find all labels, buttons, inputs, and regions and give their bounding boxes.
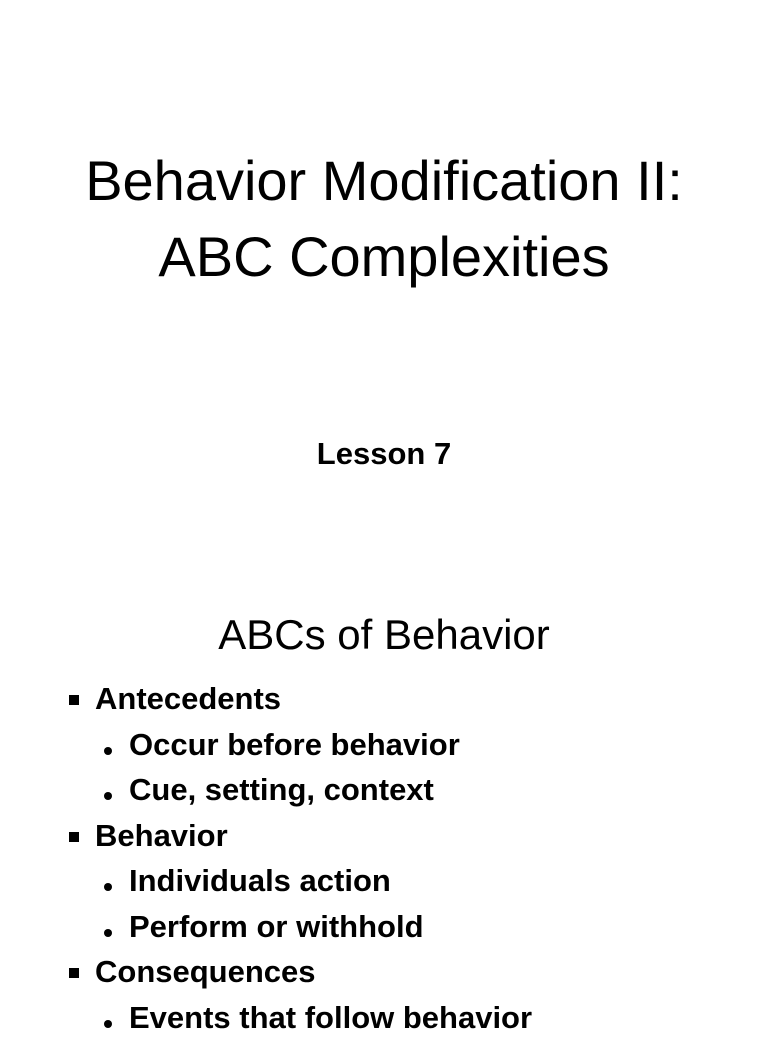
dot-bullet-icon	[104, 792, 112, 800]
list-item-text: Cue, setting, context	[129, 772, 434, 807]
slide-subtitle: Lesson 7	[0, 436, 768, 472]
slide-heading: ABCs of Behavior	[0, 610, 768, 660]
list-item-occur-before	[0, 722, 768, 768]
slide-title-line-1: Behavior Modification II:	[0, 143, 768, 219]
square-bullet-icon	[69, 695, 79, 705]
list-item-cue-setting	[0, 767, 768, 813]
list-item-behavior	[0, 813, 768, 859]
list-item-text: Perform or withhold	[129, 909, 424, 944]
list-item-text: Occur before behavior	[129, 727, 460, 762]
list-item-text: Antecedents	[95, 681, 281, 716]
dot-bullet-icon	[104, 747, 112, 755]
square-bullet-icon	[69, 968, 79, 978]
content-slide	[0, 580, 768, 1024]
slide-title-line-2: ABC Complexities	[0, 219, 768, 295]
list-item-text: Individuals action	[129, 863, 391, 898]
list-item-text: Consequences	[95, 954, 316, 989]
list-item-text: Events that follow behavior	[129, 1000, 532, 1035]
list-item-text: Behavior	[95, 818, 228, 853]
list-item-individuals-action	[0, 858, 768, 904]
slide-title	[0, 143, 768, 295]
list-item-events-follow	[0, 995, 768, 1040]
list-item-perform-withhold	[0, 904, 768, 950]
dot-bullet-icon	[104, 883, 112, 891]
square-bullet-icon	[69, 832, 79, 842]
list-item-consequences	[0, 949, 768, 995]
list-item-antecedents	[0, 676, 768, 722]
bullet-list	[0, 676, 768, 1040]
dot-bullet-icon	[104, 929, 112, 937]
